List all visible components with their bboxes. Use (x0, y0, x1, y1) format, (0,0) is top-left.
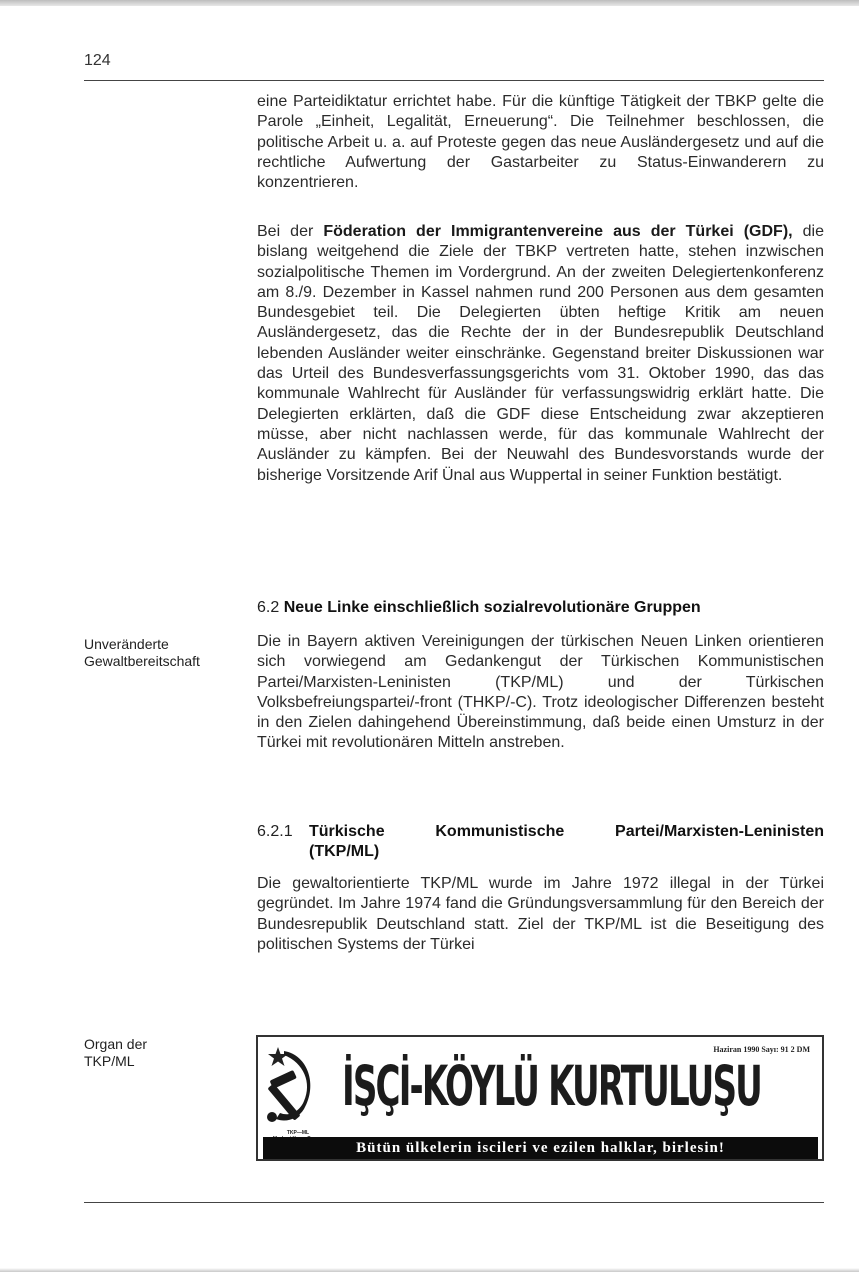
section-heading-6-2-1 (257, 822, 824, 862)
paragraph-2 (257, 222, 824, 486)
paragraph-4 (257, 874, 824, 955)
gdf-organization-name: Föderation der Immigrantenvereine aus der Türkei (GDF), (323, 223, 793, 240)
margin-note-organ-line1: Organ der (84, 1036, 148, 1052)
section-title: Neue Linke einschließlich sozialrevolutionäre Gruppen (283, 599, 701, 616)
paragraph-1 (257, 92, 824, 193)
newspaper-slogan: Bütün ülkelerin iscileri ve ezilen halklar, birlesin! (263, 1137, 818, 1159)
subsection-title-line2: (TKP/ML) (309, 843, 380, 860)
subsection-title-line1: Türkische Kommunistische Partei/Marxisten-Leninisten (309, 823, 824, 840)
margin-note-organ (84, 1036, 234, 1070)
paragraph-2-lead: Bei der (257, 223, 324, 240)
issue-info: Haziran 1990 Sayı: 91 2 DM (713, 1045, 810, 1054)
hammer-and-sickle-icon (264, 1045, 322, 1135)
section-heading-6-2 (257, 598, 824, 618)
newspaper-title: İŞÇİ-KÖYLÜ KURTULUŞU (342, 1054, 761, 1118)
subsection-number: 6.2.1 (257, 823, 293, 840)
section-number: 6.2 (257, 599, 280, 616)
paragraph-2-text (257, 222, 824, 486)
paragraph-3 (257, 632, 824, 754)
footer-rule (84, 1202, 824, 1203)
header-rule (84, 80, 824, 81)
paragraph-2-rest: die bislang weitgehend die Ziele der TBKP vertreten hatte, stehen inzwischen sozialpolitische Themen im Vordergrund. An der zweiten Delegiertenkonferenz am 8./9. Dezember in Kassel nahmen rund 200 Personen aus dem gesamten Bundesgebiet teil. Die Delegierten übten heftige Kritik am neuen Ausländergesetz, das die Rechte der in der Bundesrepublik Deutschland lebenden Ausländer weiter einschränke. Gegenstand breiter Diskussionen war das Urteil des Bundesverfassungsgerichts vom 31. Oktober 1990, das das kommunale Wahlrecht für Ausländer für verfassungswidrig erklärt hatte. Die Delegierten erklärten, daß die GDF diese Entscheidung zwar akzeptieren müsse, aber nicht nachlassen werde, für das kommunale Wahlrecht der Ausländer zu kämpfen. Bei der Neuwahl des Bundesvorstands wurde der bisherige Vorsitzende Arif Ünal aus Wuppertal in seiner Funktion bestätigt. (257, 223, 825, 484)
margin-note-organ-line2: TKP/ML (84, 1053, 135, 1069)
paragraph-3-text: Die in Bayern aktiven Vereinigungen der türkischen Neuen Linken orientieren sich vorwiegend am Gedankengut der Türkischen Kommunistischen Partei/Marxisten-Leninisten (TKP/ML) und der Türkischen Volksbefreiungspartei/-front (THKP/-C). Trotz ideologischer Differenzen besteht in den Zielen dahingehend Übereinstimmung, daß beide einen Umsturz in der Türkei mit revolutionären Mitteln anstreben. (257, 633, 824, 752)
scan-top-edge (0, 0, 859, 6)
page-number: 124 (84, 52, 111, 69)
margin-note-gewaltbereitschaft: Unveränderte Gewaltbereitschaft (84, 636, 200, 669)
paragraph-4-text: Die gewaltorientierte TKP/ML wurde im Jahre 1972 illegal in der Türkei gegründet. Im Jahre 1974 fand die Gründungsversammlung für den Bereich der Bundesrepublik Deutschland statt. Ziel der TKP/ML ist die Beseitigung des politischen Systems der Türkei (257, 875, 824, 953)
logo-caption-line1: TKP—ML (286, 1130, 310, 1136)
newspaper-masthead-image (256, 1035, 824, 1161)
scan-bottom-edge (0, 1268, 859, 1272)
subsection-title (309, 822, 824, 862)
paragraph-1-text: eine Parteidiktatur errichtet habe. Für die künftige Tätigkeit der TBKP gelte die Parole „Einheit, Legalität, Erneuerung“. Die Teilnehmer beschlossen, die politische Arbeit u. a. auf Proteste gegen das neue Ausländergesetz und auf die rechtliche Aufwertung der Gastarbeiter zu Status-Einwanderern zu konzentrieren. (257, 93, 824, 192)
